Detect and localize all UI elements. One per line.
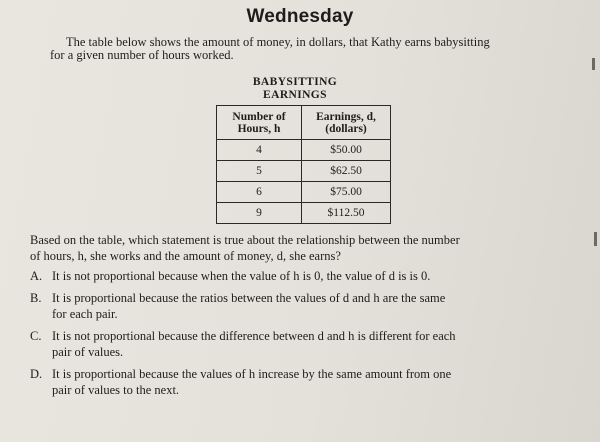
page-heading: Wednesday — [246, 6, 354, 27]
choice-text-line-1: It is proportional because the ratios between the values of d and h are the same — [52, 291, 446, 305]
table-header-row — [217, 106, 391, 140]
choice-b[interactable] — [30, 290, 580, 322]
table-title — [230, 76, 360, 102]
question-stem — [30, 232, 575, 264]
choice-letter: A. — [30, 269, 43, 283]
intro-line-1: The table below shows the amount of money, in dollars, that Kathy earns babysitting — [66, 35, 490, 49]
earnings-cell: $50.00 — [302, 140, 391, 161]
hours-cell: 6 — [217, 182, 302, 203]
earnings-cell: $112.50 — [302, 203, 391, 224]
choice-text-line-1: It is not proportional because when the value of h is 0, the value of d is is 0. — [52, 269, 431, 283]
table-row — [217, 161, 391, 182]
intro-paragraph — [50, 36, 570, 62]
right-edge-mark — [592, 58, 595, 70]
choice-c[interactable] — [30, 328, 580, 360]
column-header-hours: Number of Hours, h — [217, 106, 302, 140]
table-title-line-2: EARNINGS — [263, 89, 327, 101]
choice-d[interactable] — [30, 366, 580, 398]
question-line-2: of hours, h, she works and the amount of money, d, she earns? — [30, 249, 341, 263]
table-title-line-1: BABYSITTING — [252, 76, 338, 88]
choice-text-line-1: It is not proportional because the difference between d and h is different for each — [52, 329, 456, 343]
choice-text-line-1: It is proportional because the values of h increase by the same amount from one — [52, 367, 452, 381]
earnings-cell: $75.00 — [302, 182, 391, 203]
column-header-earnings: Earnings, d, (dollars) — [302, 106, 391, 140]
hours-cell: 5 — [217, 161, 302, 182]
earnings-cell: $62.50 — [302, 161, 391, 182]
choice-letter: D. — [30, 367, 43, 381]
choice-text-line-2: for each pair. — [52, 307, 118, 321]
choice-letter: C. — [30, 329, 42, 343]
right-edge-mark — [594, 232, 597, 246]
question-line-1: Based on the table, which statement is true about the relationship between the number — [30, 233, 460, 247]
hours-cell: 4 — [217, 140, 302, 161]
table-row — [217, 140, 391, 161]
hours-cell: 9 — [217, 203, 302, 224]
choice-a[interactable] — [30, 268, 580, 284]
intro-line-2: for a given number of hours worked. — [50, 48, 234, 62]
choice-text-line-2: pair of values. — [52, 345, 124, 359]
choice-letter: B. — [30, 291, 42, 305]
choice-text-line-2: pair of values to the next. — [52, 383, 180, 397]
earnings-table — [216, 105, 391, 224]
table-row — [217, 203, 391, 224]
answer-choices — [30, 268, 580, 404]
table-row — [217, 182, 391, 203]
